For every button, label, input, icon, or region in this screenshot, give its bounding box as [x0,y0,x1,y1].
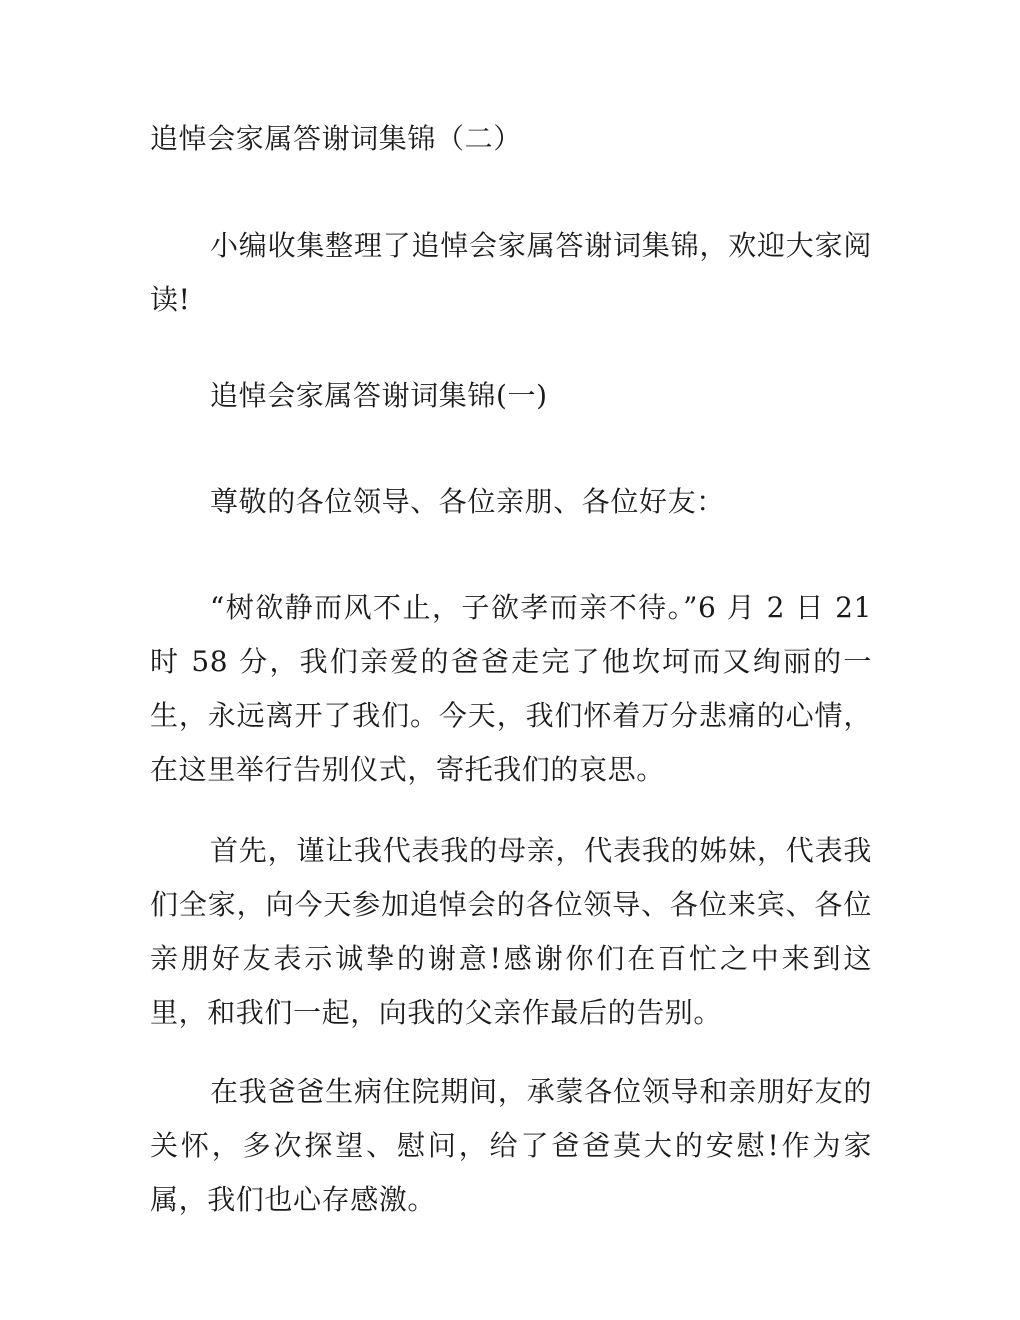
paragraph-intro: 小编收集整理了追悼会家属答谢词集锦，欢迎大家阅读! [150,229,872,316]
document-title: 追悼会家属答谢词集锦（二） [150,122,522,155]
paragraph-body-2: 首先，谨让我代表我的母亲，代表我的姊妹，代表我们全家，向今天参加追悼会的各位领导、各位来宾、各位亲朋好友表示诚挚的谢意!感谢你们在百忙之中来到这里，和我们一起，向我的父亲作最后的告别。 [150,834,872,1029]
paragraph-body-3: 在我爸爸生病住院期间，承蒙各位领导和亲朋好友的关怀，多次探望、慰问，给了爸爸莫大的安慰!作为家属，我们也心存感激。 [150,1075,872,1216]
paragraph-salutation: 尊敬的各位领导、各位亲朋、各位好友： [210,485,725,518]
section-heading: 追悼会家属答谢词集锦(一) [210,379,548,412]
paragraph-body-1: “树欲静而风不止，子欲孝而亲不待。”6 月 2 日 21 时 58 分，我们亲爱的爸爸走完了他坎坷而又绚丽的一生，永远离开了我们。今天，我们怀着万分悲痛的心情，在这里举行告别仪式，寄托我们的哀思。 [150,591,872,786]
